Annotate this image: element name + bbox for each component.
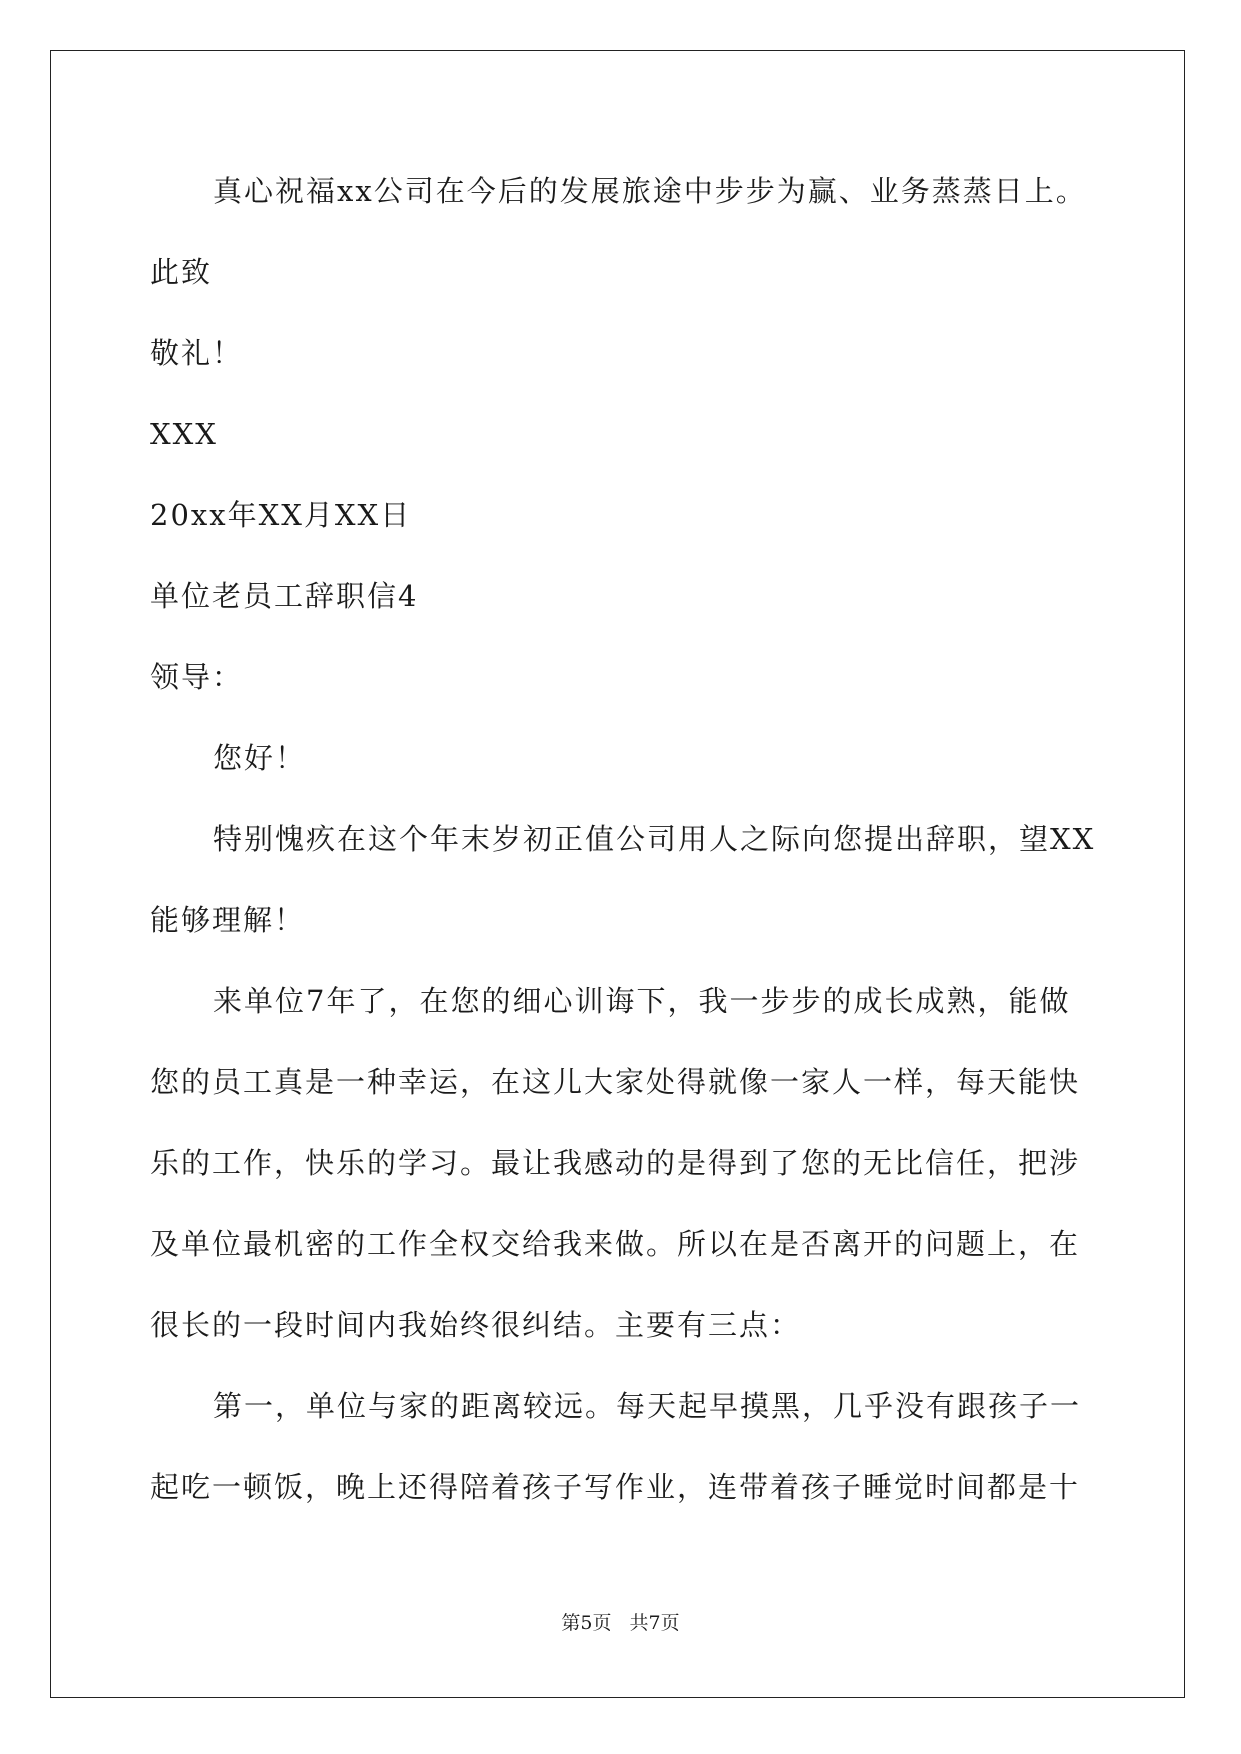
- closing-respect: 敬礼！: [150, 336, 244, 370]
- paragraph-line: 您的员工真是一种幸运，在这儿大家处得就像一家人一样，每天能快: [150, 1065, 1081, 1099]
- paragraph-blessing: 真心祝福xx公司在今后的发展旅途中步步为赢、业务蒸蒸日上。: [213, 174, 1087, 208]
- letter-addressee: 领导：: [150, 660, 244, 694]
- paragraph-line: 特别愧疚在这个年末岁初正值公司用人之际向您提出辞职，望XX: [213, 822, 1096, 856]
- closing-salutation: 此致: [150, 255, 213, 289]
- page-border: [50, 50, 1185, 1698]
- paragraph-line: 来单位7年了，在您的细心训诲下，我一步步的成长成熟，能做: [213, 984, 1071, 1018]
- letter-greeting: 您好！: [213, 741, 307, 775]
- paragraph-line: 第一，单位与家的距离较远。每天起早摸黑，几乎没有跟孩子一: [213, 1389, 1082, 1423]
- paragraph-line: 能够理解！: [150, 903, 306, 937]
- paragraph-line: 很长的一段时间内我始终很纠结。主要有三点：: [150, 1308, 802, 1342]
- page-number: 第5页: [561, 1612, 612, 1634]
- signature-date: 20xx年XX月XX日: [150, 498, 412, 532]
- page-total: 共7页: [629, 1612, 680, 1634]
- paragraph-line: 乐的工作，快乐的学习。最让我感动的是得到了您的无比信任，把涉: [150, 1146, 1081, 1180]
- signature-name: XXX: [150, 417, 218, 451]
- paragraph-line: 及单位最机密的工作全权交给我来做。所以在是否离开的问题上，在: [150, 1227, 1081, 1261]
- section-title: 单位老员工辞职信4: [150, 579, 419, 613]
- page-footer: [0, 1614, 1241, 1633]
- paragraph-line: 起吃一顿饭，晚上还得陪着孩子写作业，连带着孩子睡觉时间都是十: [150, 1470, 1081, 1504]
